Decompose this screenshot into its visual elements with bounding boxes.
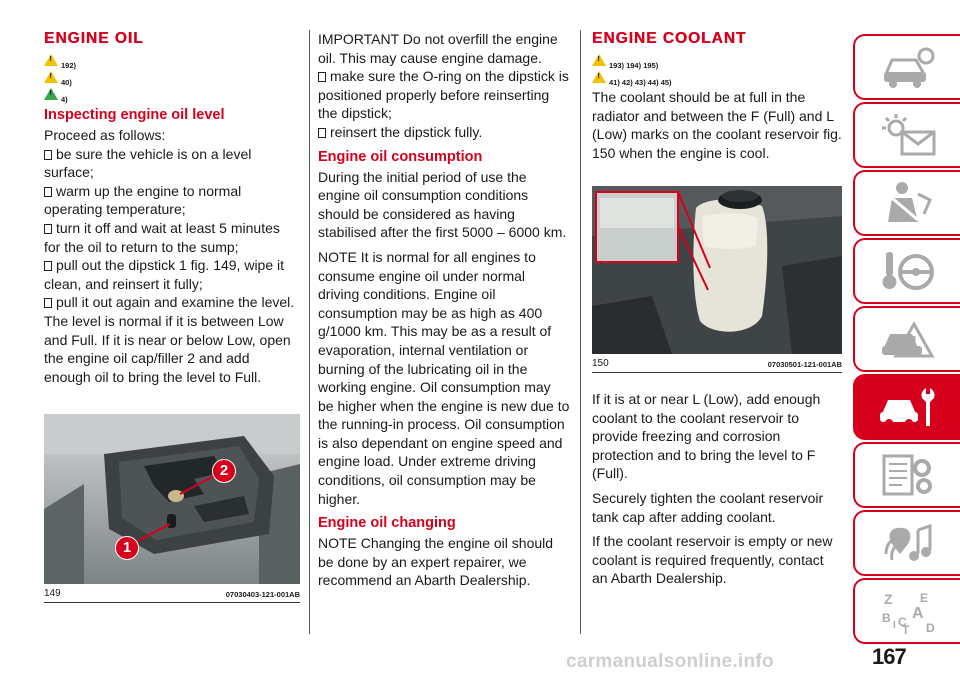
warning-triangle-icon [44, 71, 58, 83]
callout-1: 1 [115, 536, 139, 560]
paragraph-coolant-cap: Securely tighten the coolant reservoir tank cap after adding coolant. [592, 489, 824, 525]
warning-ref: 40) [61, 78, 72, 87]
warning-triangle-icon [592, 54, 606, 66]
car-overview-icon [878, 44, 938, 90]
sidebar-tab-technical-data[interactable] [853, 442, 960, 508]
figure-150-coolant-photo [592, 186, 842, 354]
list-item: warm up the engine to normal operating temperature; [44, 182, 242, 218]
sidebar-tab-emergency[interactable] [853, 306, 960, 372]
paragraph-changing-note: NOTE Changing the engine oil should be done by an expert repairer, we recommend an Abarth Dealership. [318, 535, 554, 589]
index-letters-icon [878, 588, 938, 634]
svg-text:C: C [897, 615, 907, 629]
checkbox-bullet-icon [44, 261, 52, 271]
caption-rule [592, 372, 842, 373]
list-item: pull it out again and examine the level. The level is normal if it is between Low and Full. If it is near or below Low, open the engine oil cap/filler 2 and add enough oil to bring the level to Full. [44, 294, 295, 385]
checkbox-bullet-icon [44, 187, 52, 197]
checkbox-bullet-icon [318, 128, 326, 138]
warning-ref: 41) 42) 43) 44) 45) [609, 78, 672, 87]
callout-2: 2 [212, 459, 236, 483]
warning-ref-row [592, 54, 842, 70]
sidebar-tab-car-overview[interactable] [853, 34, 960, 100]
list-item: make sure the O-ring on the dipstick is positioned properly before reinserting the dipstick; [318, 68, 569, 122]
watermark-text: carmanualsonline.info [566, 651, 774, 672]
warning-ref-row [44, 71, 300, 87]
subheading-oil-consumption: Engine oil consumption [318, 148, 483, 165]
column-divider [580, 30, 581, 634]
list-item: reinsert the dipstick fully. [318, 123, 570, 142]
svg-text:I: I [892, 620, 896, 631]
intro-text: Proceed as follows: [44, 127, 166, 143]
column-oil-consumption [318, 30, 570, 596]
emergency-icon [878, 316, 938, 362]
multimedia-icon [878, 520, 938, 566]
svg-text:T: T [901, 623, 909, 634]
paragraph-coolant-level: The coolant should be at full in the radiator and between the F (Full) and L (Low) marks on the coolant reservoir fig. 150 when the engine is cool. [592, 89, 842, 161]
figure-150-caption [592, 358, 842, 369]
checkbox-bullet-icon [44, 150, 52, 160]
svg-text:D: D [925, 621, 935, 634]
page-number: 167 [872, 644, 906, 669]
paragraph-coolant-add: If it is at or near L (Low), add enough coolant to the coolant reservoir to provide freezing and corrosion protection and to bring the level to F (Full). [592, 391, 821, 482]
checkbox-bullet-icon [44, 298, 52, 308]
svg-text:E: E [919, 591, 928, 605]
sidebar-tab-index[interactable] [853, 578, 960, 644]
engine-oil-photo [44, 414, 300, 584]
figure-149-caption [44, 588, 300, 599]
subheading-oil-changing: Engine oil changing [318, 515, 456, 532]
section-title-engine-oil: ENGINE OIL [44, 30, 144, 47]
paragraph-consumption-note: NOTE It is normal for all engines to consume engine oil under normal driving conditions. Engine oil consumption may be as high as 400 g/1000 km. This may be as a result of evaporation, internal ventilation or burning of the lubricating oil in the working engine. Oil consumption may be higher when the engine is new due to the running-in process. Oil consumption is also dependant on engine speed and engine load. Under extreme driving conditions, oil consumption may be higher. [318, 248, 570, 507]
svg-text:Z: Z [883, 591, 893, 607]
sidebar-tab-starting-driving[interactable] [853, 238, 960, 304]
caption-rule [44, 602, 300, 603]
sidebar-tab-safety[interactable] [853, 170, 960, 236]
svg-text:B: B [881, 611, 891, 625]
list-item: be sure the vehicle is on a level surface; [44, 145, 252, 181]
warning-triangle-icon [592, 71, 606, 83]
column-divider [309, 30, 310, 634]
maintenance-car-wrench-icon [878, 384, 938, 430]
warning-ref-row [44, 54, 300, 70]
sidebar-tab-lights-warnings[interactable] [853, 102, 960, 168]
sidebar-tab-maintenance[interactable] [853, 374, 960, 440]
figure-code: 07030403-121-001AB [225, 590, 300, 599]
svg-text:A: A [911, 605, 924, 622]
warning-triangle-icon [44, 54, 58, 66]
environment-ref-row [44, 88, 300, 104]
warning-ref: 192) [61, 61, 77, 70]
column-coolant-continued [592, 390, 842, 594]
checkbox-bullet-icon [318, 72, 326, 82]
starting-driving-icon [878, 248, 938, 294]
list-item: pull out the dipstick 1 fig. 149, wipe it clean, and reinsert it fully; [44, 257, 285, 292]
sidebar-tab-multimedia[interactable] [853, 510, 960, 576]
lights-warning-icon [878, 112, 938, 158]
important-note: IMPORTANT Do not overfill the engine oil. This may cause engine damage. [318, 31, 558, 66]
checkbox-bullet-icon [44, 224, 52, 234]
paragraph-consumption: During the initial period of use the engine oil consumption conditions should be considered as having stabilised after the first 5000 – 6000 km. [318, 168, 567, 241]
warning-ref-row [592, 71, 842, 87]
coolant-reservoir-photo [592, 186, 842, 354]
figure-number: 149 [44, 588, 61, 599]
column-engine-oil [44, 30, 300, 392]
warning-ref: 4) [61, 95, 68, 104]
figure-149-engine-photo [44, 414, 300, 584]
figure-number: 150 [592, 358, 609, 369]
environment-triangle-icon [44, 88, 58, 100]
paragraph-coolant-dealer: If the coolant reservoir is empty or new coolant is required frequently, contact an Abarth Dealership. [592, 533, 833, 587]
column-engine-coolant [592, 30, 842, 168]
subheading-inspecting-oil: Inspecting engine oil level [44, 107, 225, 123]
list-item: turn it off and wait at least 5 minutes for the oil to return to the sump; [44, 219, 280, 255]
section-title-engine-coolant: ENGINE COOLANT [592, 30, 747, 47]
technical-data-icon [878, 452, 938, 498]
safety-seatbelt-icon [878, 180, 938, 226]
figure-code: 07030501-121-001AB [767, 360, 842, 369]
warning-ref: 193) 194) 195) [609, 61, 659, 70]
